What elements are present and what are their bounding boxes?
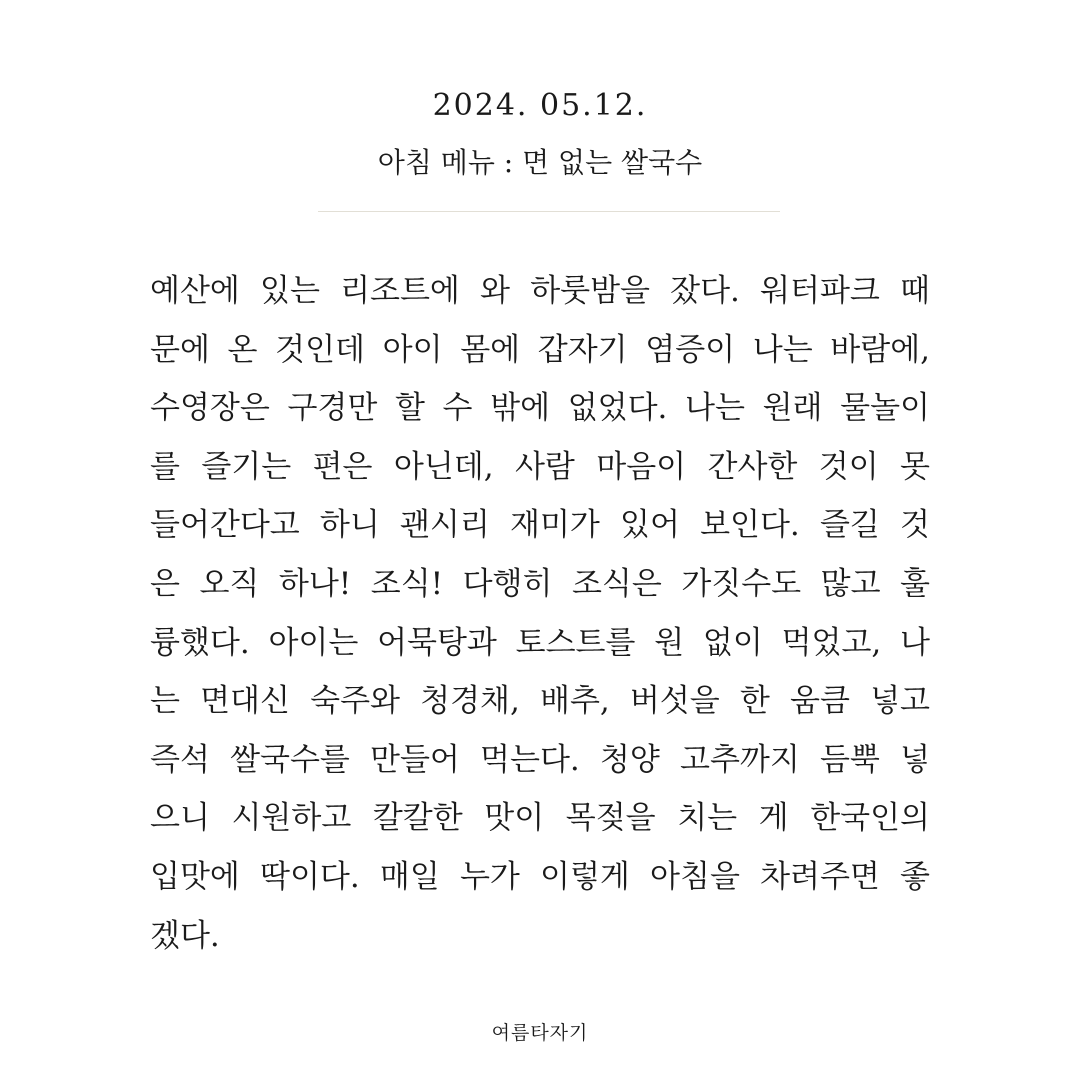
- author-signature: 여름타자기: [491, 1022, 589, 1044]
- body-line: 들어간다고 하니 괜시리 재미가 있어 보인다. 즐길 것: [150, 507, 930, 544]
- entry-subtitle: 아침 메뉴 : 면 없는 쌀국수: [377, 146, 703, 179]
- entry-body: [150, 262, 930, 965]
- body-line: 는 면대신 숙주와 청경채, 배추, 버섯을 한 움큼 넣고: [150, 683, 930, 720]
- body-line: 를 즐기는 편은 아닌데, 사람 마음이 간사한 것이 못: [150, 448, 930, 485]
- body-line: 륭했다. 아이는 어묵탕과 토스트를 원 없이 먹었고, 나: [150, 624, 930, 661]
- body-line: 은 오직 하나! 조식! 다행히 조식은 가짓수도 많고 훌: [150, 565, 930, 602]
- body-line: 문에 온 것인데 아이 몸에 갑자기 염증이 나는 바람에,: [150, 331, 930, 368]
- body-line: 수영장은 구경만 할 수 밖에 없었다. 나는 원래 물놀이: [150, 390, 930, 427]
- entry-date: 2024. 05.12.: [432, 88, 648, 123]
- body-line: 즉석 쌀국수를 만들어 먹는다. 청양 고추까지 듬뿍 넣: [150, 741, 930, 778]
- body-line: 입맛에 딱이다. 매일 누가 이렇게 아침을 차려주면 좋: [150, 858, 930, 895]
- divider: [318, 211, 780, 212]
- body-line: 으니 시원하고 칼칼한 맛이 목젖을 치는 게 한국인의: [150, 800, 930, 837]
- body-line: 겠다.: [150, 917, 220, 954]
- body-line: 예산에 있는 리조트에 와 하룻밤을 잤다. 워터파크 때: [150, 273, 930, 309]
